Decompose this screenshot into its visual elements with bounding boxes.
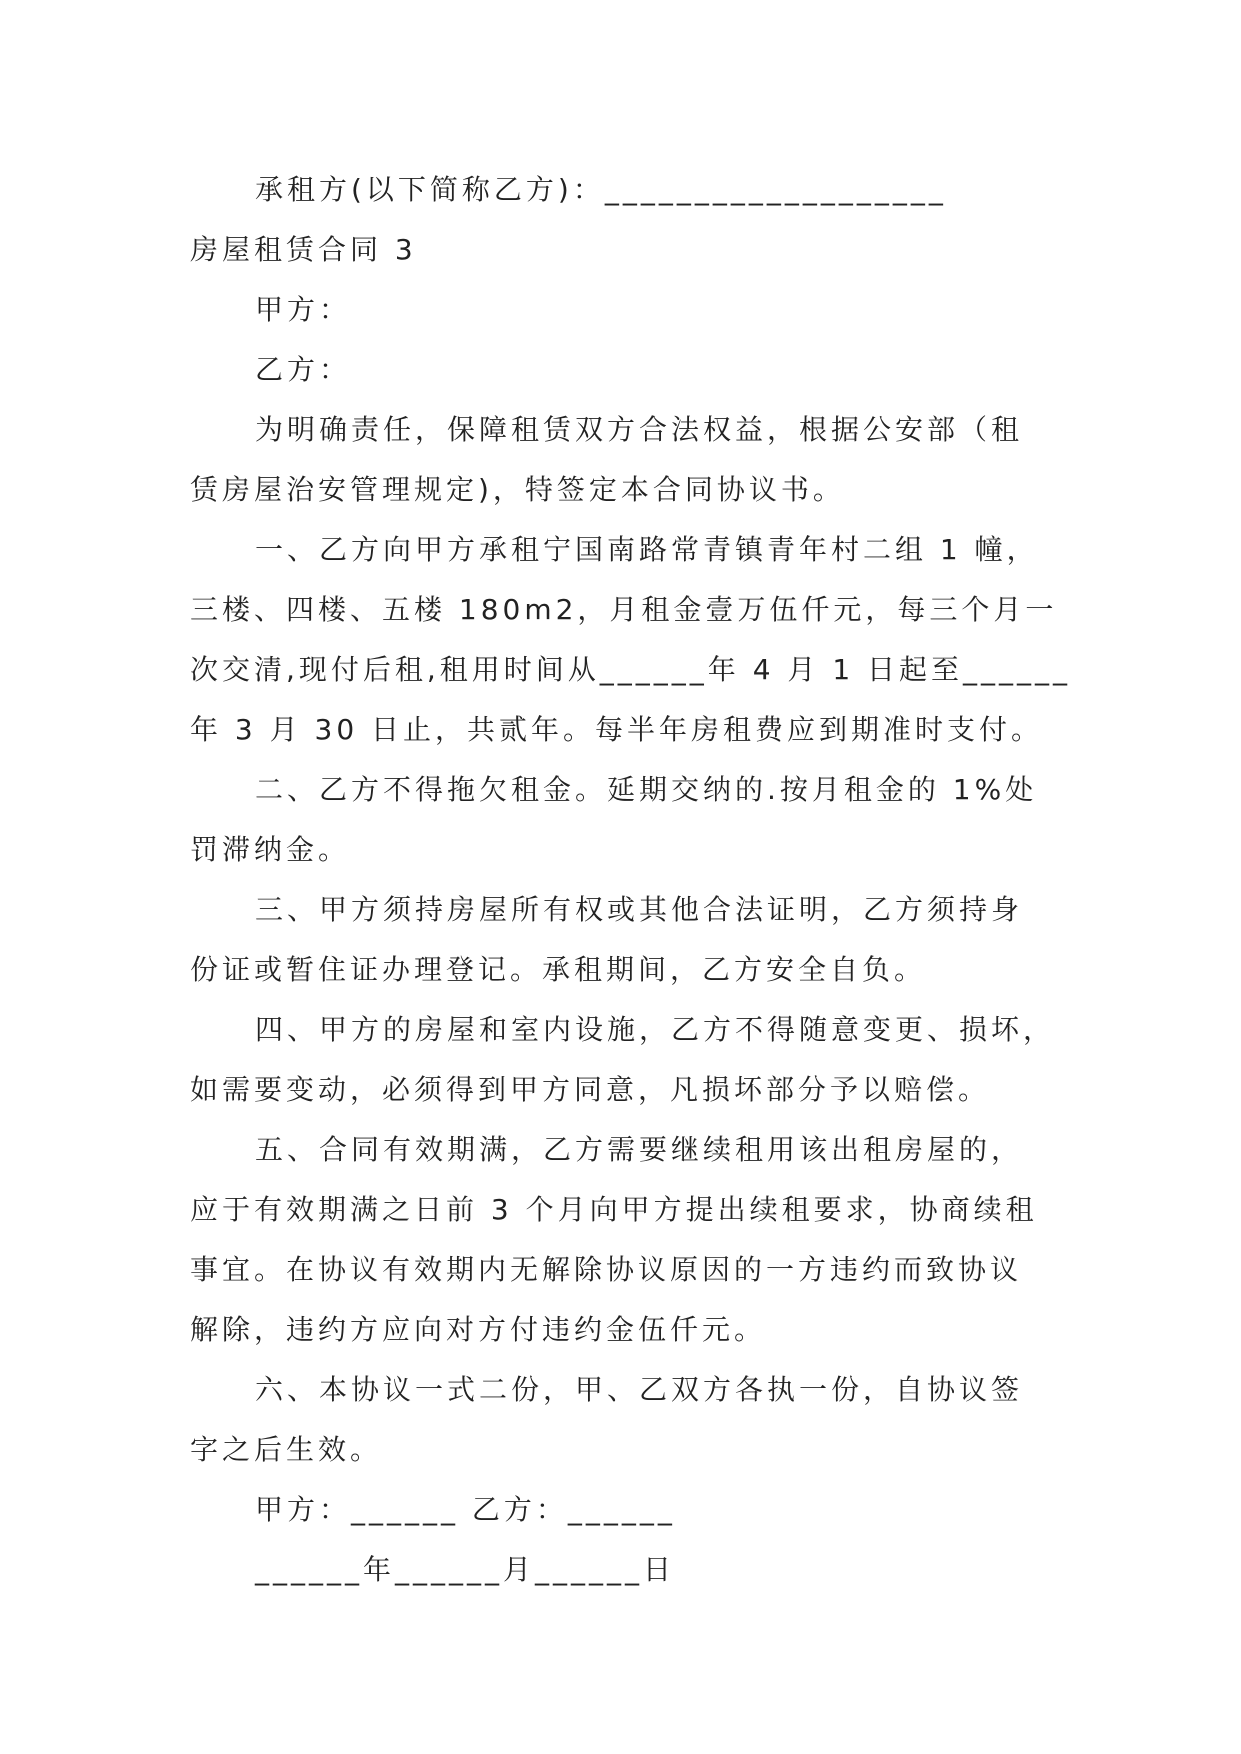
party-b-line: 乙方： (255, 353, 352, 386)
clause-4-line-1: 四、甲方的房屋和室内设施，乙方不得随意变更、损坏， (255, 1013, 1056, 1046)
clause-1-line-1: 一、乙方向甲方承租宁国南路常青镇青年村二组 1 幢， (255, 533, 1039, 566)
clause-5-line-1: 五、合同有效期满，乙方需要继续租用该出租房屋的， (255, 1133, 1024, 1166)
clause-5-line-3: 事宜。在协议有效期内无解除协议原因的一方违约而致协议 (190, 1253, 1023, 1286)
clause-5-line-4: 解除，违约方应向对方付违约金伍仟元。 (190, 1313, 767, 1346)
preamble-line-1: 为明确责任，保障租赁双方合法权益，根据公安部（租 (255, 413, 1024, 446)
clause-5-line-2: 应于有效期满之日前 3 个月向甲方提出续租要求，协商续租 (190, 1193, 1038, 1226)
clause-6-line-1: 六、本协议一式二份，甲、乙双方各执一份，自协议签 (255, 1373, 1024, 1406)
lessee-line: 承租方(以下简称乙方)：___________________ (255, 173, 947, 206)
clause-3-line-1: 三、甲方须持房屋所有权或其他合法证明，乙方须持身 (255, 893, 1024, 926)
clause-1-line-2: 三楼、四楼、五楼 180m2，月租金壹万伍仟元，每三个月一 (190, 593, 1058, 626)
clause-2-line-1: 二、乙方不得拖欠租金。延期交纳的.按月租金的 1%处 (255, 773, 1038, 806)
clause-6-line-2: 字之后生效。 (190, 1433, 383, 1466)
clause-4-line-2: 如需要变动，必须得到甲方同意，凡损坏部分予以赔偿。 (190, 1073, 991, 1106)
date-line: ______年______月______日 (255, 1553, 676, 1586)
party-a-line: 甲方： (255, 293, 352, 326)
clause-3-line-2: 份证或暂住证办理登记。承租期间，乙方安全自负。 (190, 953, 927, 986)
signature-line: 甲方：______ 乙方：______ (255, 1493, 676, 1526)
document-title: 房屋租赁合同 3 (190, 233, 417, 266)
clause-1-line-3: 次交清,现付后租,租用时间从______年 4 月 1 日起至______ (190, 653, 1072, 686)
preamble-line-2: 赁房屋治安管理规定)，特签定本合同协议书。 (190, 473, 845, 506)
clause-2-line-2: 罚滞纳金。 (190, 833, 351, 866)
clause-1-line-4: 年 3 月 30 日止，共贰年。每半年房租费应到期准时支付。 (190, 713, 1044, 746)
